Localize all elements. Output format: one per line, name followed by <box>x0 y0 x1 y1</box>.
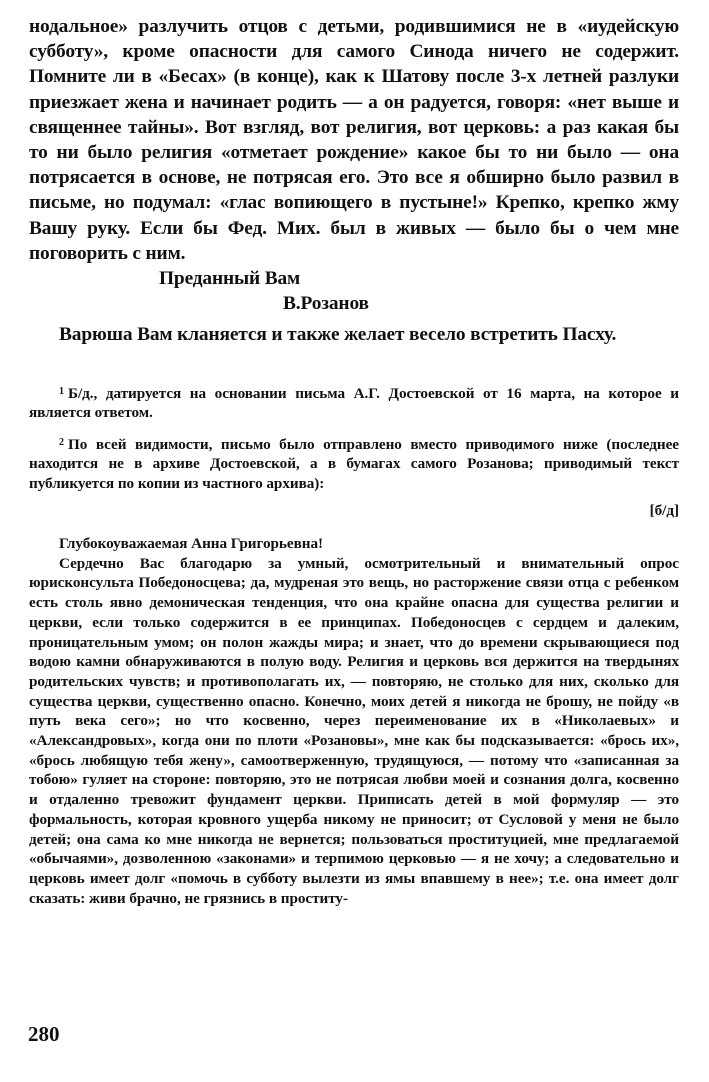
postscript: Варюша Вам кланяется и также желает весело встретить Пасху. <box>59 324 617 346</box>
letter-body: Сердечно Вас благодарю за умный, осмотрительный и внимательный опрос юрисконсульта Победоносцева; да, мудреная это вещь, но расторжение связи отца с ребенком есть столь явно демоническая тенденция, что она крайне опасна для существа религии и церкви, если только содержится в ее принципах. Победоносцев с сердцем и далеким, проницательным умом; он полон жажды мира; и знает, что до времени скрывающиеся под водою камни обнаруживаются в полую воду. Религия и церковь вся держится на твердынях родительских чувств; и противополагать их, — повторяю, не столько для них, сколько для существа церкви, существенно опасно. Конечно, моих детей я никогда не брошу, не пойду «в путь века сего»; но что косвенно, через переименование их в «Николаевых» и «Александровых», когда они по плоти «Розановы», мне как бы подсказывается: «брось их», «брось любящую тебя жену», самоотверженную, трудящуюся, — потому что «записанная за тобою» гуляет на стороне: повторяю, это не потрясая любви моей и сознания долга, косвенно и отдаленно тревожит фундамент церкви. Приписать детей в мой формуляр — это формальность, которая кровного ущерба никому не приносит; от Сусловой у меня не было детей; она сама ко мне никогда не вернется; пользоваться проституцией, мне предлагаемой «обычаями», дозволенною «законами» и терпимою церковью — я не хочу; а следовательно и церковь имеет долг «помочь в субботу вылезти из ямы впавшему в нее»; т.е. она имеет долг сказать: живи брачно, не грязнись в проститу- <box>29 554 679 907</box>
footnote-2 <box>29 433 679 493</box>
signature-name: В.Розанов <box>283 293 369 315</box>
quoted-letter <box>29 534 679 908</box>
page-number: 280 <box>28 1022 60 1046</box>
letter-salutation: Глубокоуважаемая Анна Григорьевна! <box>59 535 323 552</box>
letter-continuation <box>29 14 679 348</box>
footnote-1 <box>29 382 679 423</box>
footnote-number: 2 <box>59 436 64 448</box>
footnotes <box>29 382 679 520</box>
footnote-text: Б/д., датируется на основании письма А.Г. Достоевской от 16 марта, на которое и является ответом. <box>29 385 679 422</box>
footnote-number: 1 <box>59 386 64 397</box>
main-paragraph: нодальное» разлучить отцов с детьми, родившимися не в «иудейскую субботу», кроме опасности для самого Синода ничего не содержит. Помните ли в «Бесах» (в конце), как к Шатову после 3-х летней разлуки приезжает жена и начинает родить — а он радуется, говоря: «нет выше и священнее тайны». Вот взгляд, вот религия, вот церковь: а раз какая бы то ни было религия «отметает рождение» какое бы то ни было — она потрясается в основе, не потрясая его. Это все я обширно было развил в письме, но подумал: «глас вопиющего в пустыне!» Крепко, крепко жму Вашу руку. Если бы Фед. Мих. был в живых — было бы о чем мне поговорить с ним. <box>29 16 679 264</box>
footnote-text: По всей видимости, письмо было отправлено вместо приводимого ниже (последнее находится не в архиве Достоевской, а в бумагах самого Розанова; приводимый текст публикуется по копии из частного архива): <box>29 435 679 492</box>
signature-closing: Преданный Вам <box>159 268 301 290</box>
date-mark: [б/д] <box>649 502 679 520</box>
